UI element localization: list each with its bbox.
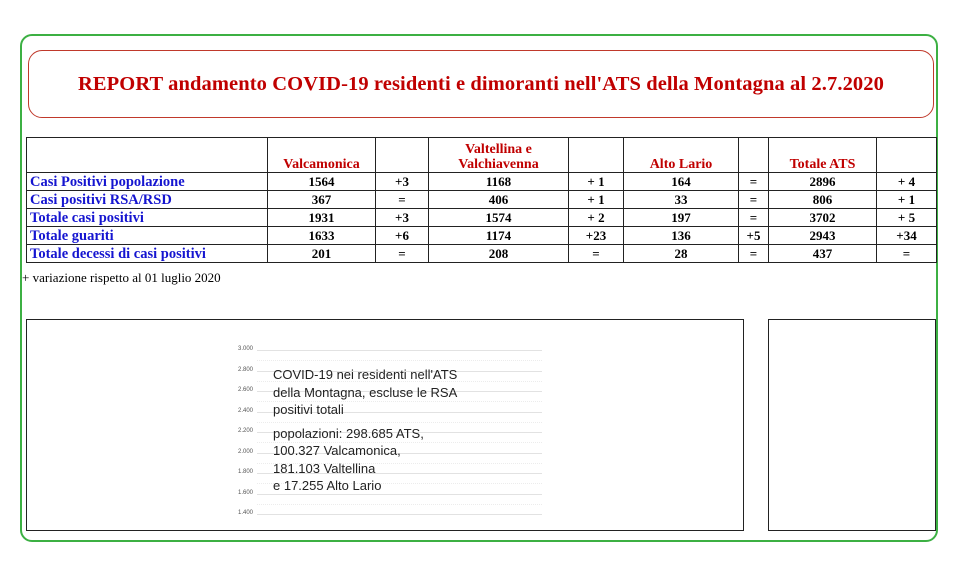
chart-caption-line: popolazioni: 298.685 ATS, (273, 425, 424, 441)
table-header-cell: Valcamonica (268, 138, 376, 173)
table-cell: 136 (624, 227, 739, 245)
table-cell: 1931 (268, 209, 376, 227)
table-cell: +23 (569, 227, 624, 245)
chart-panel (26, 319, 744, 531)
table-cell: 197 (624, 209, 739, 227)
chart-caption (273, 366, 457, 495)
chart-caption-line: della Montagna, escluse le RSA (273, 384, 458, 400)
table-row (27, 227, 937, 245)
row-label: Casi positivi RSA/RSD (27, 191, 268, 209)
table-header-cell (877, 138, 937, 173)
row-label: Casi Positivi popolazione (27, 173, 268, 191)
table-cell: = (376, 245, 429, 263)
table-cell: +6 (376, 227, 429, 245)
table-cell: 1174 (429, 227, 569, 245)
table-cell: 406 (429, 191, 569, 209)
table-cell: 1633 (268, 227, 376, 245)
chart-caption-line: e 17.255 Alto Lario (273, 478, 382, 493)
y-tick-label: 3.000 (237, 346, 253, 352)
minor-gridline (257, 360, 542, 361)
table-cell: 1574 (429, 209, 569, 227)
table-cell: 3702 (769, 209, 877, 227)
row-label: Totale casi positivi (27, 209, 268, 227)
chart-caption-line: COVID-19 nei residenti nell'ATS (273, 367, 458, 382)
y-tick-label: 2.600 (237, 387, 253, 393)
y-tick-label: 2.000 (237, 448, 253, 455)
table-cell: = (739, 191, 769, 209)
table-cell: = (739, 245, 769, 263)
table-cell: 2896 (769, 173, 877, 191)
table-cell: + 2 (569, 209, 624, 227)
y-tick-label: 2.800 (237, 366, 253, 373)
table-cell: 208 (429, 245, 569, 263)
y-tick-label: 1.600 (237, 489, 253, 496)
y-tick-label: 2.200 (237, 428, 253, 434)
table-header-cell: Alto Lario (624, 138, 739, 173)
table-cell: + 1 (569, 191, 624, 209)
table-cell: 1564 (268, 173, 376, 191)
table-cell: + 4 (877, 173, 937, 191)
table-cell: 28 (624, 245, 739, 263)
row-label: Totale guariti (27, 227, 268, 245)
table-row (27, 191, 937, 209)
table-cell: + 1 (877, 191, 937, 209)
row-label: Totale decessi di casi positivi (27, 245, 268, 263)
report-title-box (28, 50, 934, 118)
report-table-body (27, 138, 937, 263)
table-header-row (27, 138, 937, 173)
table-header-cell: Valtellina e Valchiavenna (429, 138, 569, 173)
minor-gridline (257, 504, 542, 505)
table-row (27, 173, 937, 191)
table-cell: + 5 (877, 209, 937, 227)
chart-caption-line: 100.327 Valcamonica, (273, 443, 401, 458)
table-cell: 437 (769, 245, 877, 263)
table-cell: + 1 (569, 173, 624, 191)
table-cell: 1168 (429, 173, 569, 191)
table-cell: = (877, 245, 937, 263)
gridline (257, 350, 542, 351)
table-cell: = (569, 245, 624, 263)
table-cell: +34 (877, 227, 937, 245)
table-cell: +3 (376, 173, 429, 191)
y-tick-label: 1.400 (237, 510, 253, 516)
table-header-cell (376, 138, 429, 173)
y-tick-label: 2.400 (237, 407, 253, 414)
table-cell: 367 (268, 191, 376, 209)
y-tick-label: 1.800 (237, 469, 253, 475)
table-header-cell (739, 138, 769, 173)
variation-note: + variazione rispetto al 01 luglio 2020 (22, 270, 221, 285)
table-cell: 806 (769, 191, 877, 209)
table-row (27, 209, 937, 227)
report-title: REPORT andamento COVID-19 residenti e dimoranti nell'ATS della Montagna al 2.7.2020 (78, 72, 884, 95)
table-header-cell (27, 138, 268, 173)
table-header-cell (569, 138, 624, 173)
table-cell: 33 (624, 191, 739, 209)
table-cell: 201 (268, 245, 376, 263)
table-cell: 164 (624, 173, 739, 191)
table-header-cell: Totale ATS (769, 138, 877, 173)
table-cell: = (376, 191, 429, 209)
gridline (257, 514, 542, 515)
table-cell: +5 (739, 227, 769, 245)
table-cell: = (739, 173, 769, 191)
table-row (27, 245, 937, 263)
table-cell: 2943 (769, 227, 877, 245)
report-table (26, 137, 937, 263)
chart-caption-line: 181.103 Valtellina (273, 460, 376, 476)
table-cell: = (739, 209, 769, 227)
chart-caption-line: positivi totali (273, 402, 344, 417)
side-panel (768, 319, 936, 531)
table-cell: +3 (376, 209, 429, 227)
